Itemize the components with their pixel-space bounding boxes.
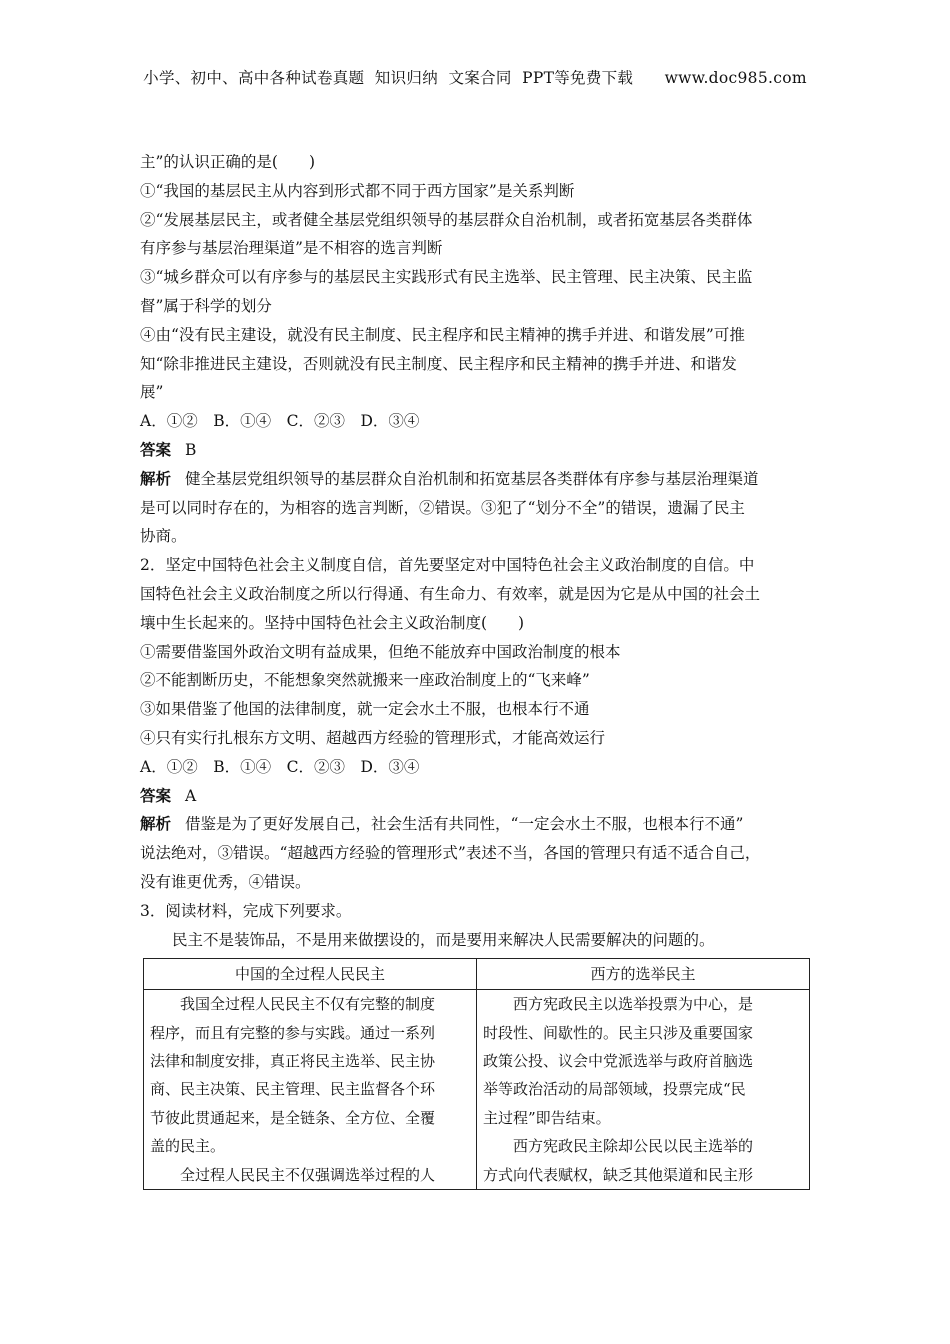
- q2-answer-label: 答案: [140, 785, 172, 805]
- q1-option-3-cont: 督”属于科学的划分: [140, 296, 272, 315]
- q3-intro: 民主不是装饰品，不是用来做摆设的，而是要用来解决人民需要解决的问题的。: [172, 930, 715, 949]
- q1-choices: A．①② B．①④ C．②③ D．③④: [140, 412, 420, 431]
- q2-option-2: ②不能割断历史，不能想象突然就搬来一座政治制度上的“飞来峰”: [140, 671, 590, 690]
- table-text-line: 时段性、间歇性的。民主只涉及重要国家: [483, 1023, 754, 1042]
- q2-option-3: ③如果借鉴了他国的法律制度，就一定会水土不服，也根本行不通: [140, 700, 590, 719]
- table-text-line: 全过程人民民主不仅强调选举过程的人: [180, 1165, 436, 1184]
- table-text-line: 节彼此贯通起来，是全链条、全方位、全覆: [150, 1108, 436, 1127]
- q1-answer-label: 答案: [140, 439, 172, 459]
- table-text-line: 西方宪政民主除却公民以民主选举的: [513, 1137, 754, 1156]
- table-text-line: 方式向代表赋权，缺乏其他渠道和民主形: [483, 1165, 754, 1184]
- table-text-line: 商、民主决策、民主管理、民主监督各个环: [150, 1080, 436, 1099]
- q2-option-4: ④只有实行扎根东方文明、超越西方经验的管理形式，才能高效运行: [140, 728, 606, 747]
- table-text-line: 程序，而且有完整的参与实践。通过一系列: [150, 1023, 436, 1042]
- document-body: [140, 148, 812, 1190]
- table-header-row: [144, 959, 810, 990]
- table-text-line: 我国全过程人民民主不仅有完整的制度: [180, 995, 436, 1014]
- q1-option-4: ④由“没有民主建设，就没有民主制度、民主程序和民主精神的携手并进、和谐发展”可推: [140, 325, 745, 344]
- page-header: 小学、初中、高中各种试卷真题 知识归纳 文案合同 PPT等免费下载 www.doc985.com: [143, 69, 807, 87]
- table-text-line: 政策公投、议会中党派选举与政府首脑选: [483, 1052, 754, 1071]
- table-cell-west: [477, 990, 810, 1190]
- q1-answer-line: [140, 436, 812, 465]
- q2-analysis-line-3: 没有谁更优秀，④错误。: [140, 872, 311, 891]
- table-text-line: 主过程”即告结束。: [483, 1108, 611, 1127]
- q1-option-4-cont: 知“除非推进民主建设，否则就没有民主制度、民主程序和民主精神的携手并进、和谐发: [140, 354, 737, 373]
- q1-answer-value: B: [185, 440, 197, 459]
- q1-analysis-line-1: [140, 465, 812, 494]
- table-header-china: 中国的全过程人民民主: [144, 959, 477, 990]
- q2-option-1: ①需要借鉴国外政治文明有益成果，但绝不能放弃中国政治制度的根本: [140, 642, 621, 661]
- q1-analysis-text-1: 健全基层党组织领导的基层群众自治机制和拓宽基层各类群体有序参与基层治理渠道: [185, 469, 759, 488]
- q2-stem-2: 国特色社会主义政治制度之所以行得通、有生命力、有效率，就是因为它是从中国的社会土: [140, 584, 761, 603]
- q2-choices: A．①② B．①④ C．②③ D．③④: [140, 757, 420, 776]
- q1-option-2: ②“发展基层民主，或者健全基层党组织领导的基层群众自治机制，或者拓宽基层各类群体: [140, 210, 753, 229]
- q2-analysis-line-1: [140, 810, 812, 839]
- table-text-line: 西方宪政民主以选举投票为中心，是: [513, 995, 754, 1014]
- q1-analysis-line-2: 是可以同时存在的，为相容的选言判断，②错误。③犯了“划分不全”的错误，遗漏了民主: [140, 498, 745, 517]
- q2-analysis-line-2: 说法绝对，③错误。“超越西方经验的管理形式”表述不当，各国的管理只有适不适合自己，: [140, 844, 761, 863]
- q3-stem: 3．阅读材料，完成下列要求。: [140, 901, 352, 920]
- q2-analysis-label: 解析: [140, 814, 172, 834]
- table-text-line: 举等政治活动的局部领域，投票完成“民: [483, 1080, 746, 1099]
- table-text-line: 盖的民主。: [150, 1137, 226, 1156]
- q2-stem-3: 壤中生长起来的。坚持中国特色社会主义政治制度( ): [140, 613, 525, 632]
- q1-stem-end: 主”的认识正确的是( ): [140, 153, 316, 171]
- q2-answer-line: [140, 782, 812, 811]
- q1-analysis-label: 解析: [140, 468, 172, 488]
- q1-option-1: ①“我国的基层民主从内容到形式都不同于西方国家”是关系判断: [140, 181, 575, 200]
- q1-option-4-cont2: 展”: [140, 383, 164, 402]
- table-cell-china: [144, 990, 477, 1190]
- q2-answer-value: A: [185, 786, 197, 805]
- table-row: [144, 990, 810, 1190]
- q2-analysis-text-1: 借鉴是为了更好发展自己，社会生活有共同性，“一定会水土不服，也根本行不通”: [185, 815, 744, 834]
- comparison-table: [143, 958, 810, 1190]
- q1-analysis-line-3: 协商。: [140, 527, 187, 546]
- q1-option-2-cont: 有序参与基层治理渠道”是不相容的选言判断: [140, 239, 443, 258]
- q2-stem-1: 2．坚定中国特色社会主义制度自信，首先要坚定对中国特色社会主义政治制度的自信。中: [140, 556, 755, 575]
- q1-option-3: ③“城乡群众可以有序参与的基层民主实践形式有民主选举、民主管理、民主决策、民主监: [140, 268, 753, 287]
- table-text-line: 法律和制度安排，真正将民主选举、民主协: [150, 1052, 436, 1071]
- table-header-west: 西方的选举民主: [477, 959, 810, 990]
